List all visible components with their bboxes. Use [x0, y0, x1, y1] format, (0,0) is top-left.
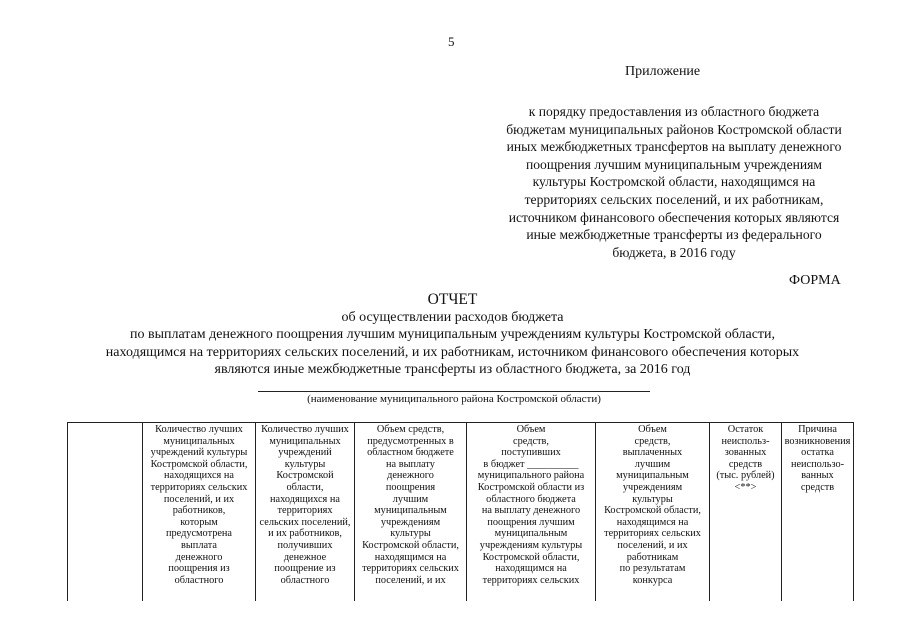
report-subtitle-line: по выплатам денежного поощрения лучшим муниципальным учреждениям культуры Костромской области,: [129, 327, 776, 343]
form-label: ФОРМА: [789, 273, 841, 288]
table-header-cell: Объем средств, поступивших в бюджет __________ муниципального района Костромской области из областного бюджета на выплату денежного поощрения лучшим муниципальным учреждениям культуры Костромской области, находящимся на территориях сельских: [466, 423, 595, 601]
table-header-cell: Объем средств, выплаченных лучшим муниципальным учреждениям культуры Костромской области, находящимся на территориях сельских поселений, и их работникам по результатам конкурса: [595, 423, 709, 601]
appendix-line: территориях сельских поселений, и их работникам,: [524, 191, 824, 207]
table-header-cell: Количество лучших муниципальных учреждений культуры Костромской области, находящихся на территориях сельских поселений, и их работников, которым предусмотрена выплата денежного поощрения из областного: [142, 423, 255, 601]
report-table: [67, 422, 854, 601]
appendix-line: к порядку предоставления из областного бюджета: [528, 104, 820, 119]
table-header-cell: Причина возникновения остатка неиспользо- ванных средств: [781, 423, 853, 601]
report-subtitle-line: об осуществлении расходов бюджета: [341, 310, 564, 325]
appendix-line: бюджета, в 2016 году: [612, 244, 736, 260]
district-name-caption: (наименование муниципального района Костромской области): [307, 393, 601, 405]
table-header-cell: [68, 423, 142, 601]
district-name-line: [258, 391, 650, 392]
appendix-line: поощрения лучшим муниципальным учреждениям: [525, 156, 823, 172]
appendix-line: иные межбюджетные трансферты из федерального: [526, 227, 822, 243]
appendix-line: культуры Костромской области, находящимся на: [532, 174, 816, 190]
table-header-cell: Количество лучших муниципальных учреждений культуры Костромской области, находящихся на территориях сельских поселений, и их работников, получивших денежное поощрение из областного: [255, 423, 354, 601]
appendix-title: Приложение: [625, 64, 701, 79]
report-title: ОТЧЕТ: [427, 291, 478, 308]
report-subtitle-line: являются иные межбюджетные трансферты из областного бюджета, за 2016 год: [214, 362, 691, 378]
report-subtitle: [40, 309, 865, 379]
table-header-cell: Объем средств, предусмотренных в областном бюджете на выплату денежного поощрения лучшим муниципальным учреждениям культуры Костромской области, находящимся на территориях сельских поселений, и их: [354, 423, 466, 601]
appendix-line: бюджетам муниципальных районов Костромской области: [506, 121, 842, 137]
page-number: 5: [448, 34, 455, 49]
table-header-cell: Остаток неиспольз- зованных средств (тыс. рублей) <**>: [709, 423, 781, 601]
appendix-line: иных межбюджетных трансфертов на выплату денежного: [506, 139, 842, 155]
appendix-body: [468, 103, 880, 261]
appendix-line: источником финансового обеспечения которых являются: [508, 209, 840, 225]
report-subtitle-line: находящимся на территориях сельских поселений, и их работникам, источником финансового обеспечения которых: [105, 344, 800, 360]
